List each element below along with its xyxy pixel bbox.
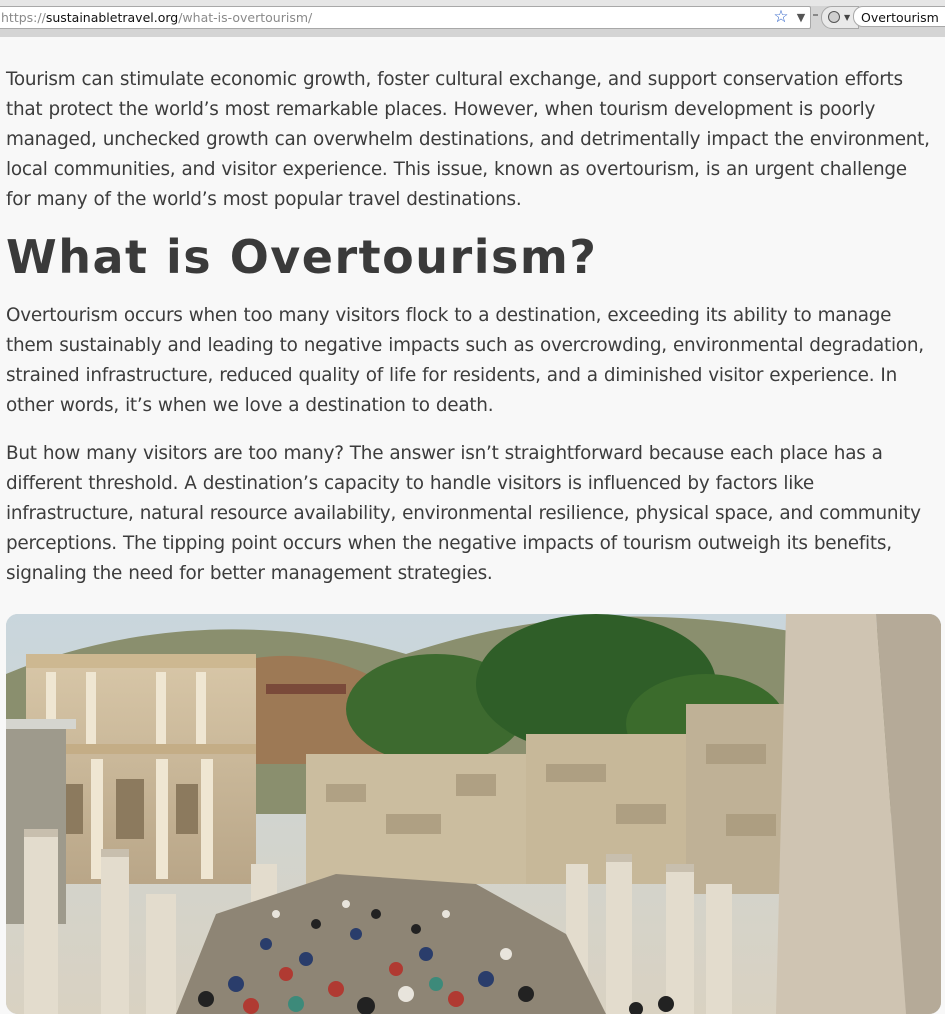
url-domain: sustainabletravel.org: [45, 10, 179, 25]
search-input[interactable]: Overtourism: [853, 6, 945, 27]
chevron-down-icon: ▼: [844, 13, 851, 22]
threshold-paragraph: But how many visitors are too many? The answer isn’t straightforward because each place has a different threshold. A destination’s capacity to handle visitors is influenced by factors like infrastructure, natural resource availability, environmental resilience, physical space, and community perceptions. The tipping point occurs when the negative impacts of tourism outweigh its benefits, signaling the need for better management strategies.: [6, 443, 921, 584]
photo-illustration: [6, 614, 941, 1014]
toolbar-separator: [813, 14, 818, 16]
definition-paragraph: Overtourism occurs when too many visitors flock to a destination, exceeding its ability to manage them sustainably and leading to negative impacts such as overcrowding, environmental degradation, strained infrastructure, reduced quality of life for residents, and a diminished visitor experience. In other words, it’s when we love a destination to death.: [6, 305, 924, 416]
url-history-dropdown-icon[interactable]: ▼: [796, 11, 806, 24]
intro-paragraph: Tourism can stimulate economic growth, foster cultural exchange, and support conservation efforts that protect the world’s most remarkable places. However, when tourism development is poorly managed, unchecked growth can overwhelm destinations, and detrimentally impact the environment, local communities, and visitor experience. This issue, known as overtourism, is an urgent challenge for many of the world’s most popular travel destinations.: [6, 69, 930, 210]
browser-toolbar: [0, 0, 945, 37]
url-path: /what-is-overtourism/: [178, 10, 313, 25]
globe-icon: [828, 11, 840, 23]
url-scheme: https://: [1, 10, 46, 25]
page-title: What is Overtourism?: [6, 230, 598, 284]
ephesus-crowd-photo: [6, 614, 941, 1014]
address-bar[interactable]: [0, 6, 811, 29]
address-url[interactable]: [0, 10, 312, 25]
bookmark-star-icon[interactable]: ☆: [773, 7, 789, 27]
